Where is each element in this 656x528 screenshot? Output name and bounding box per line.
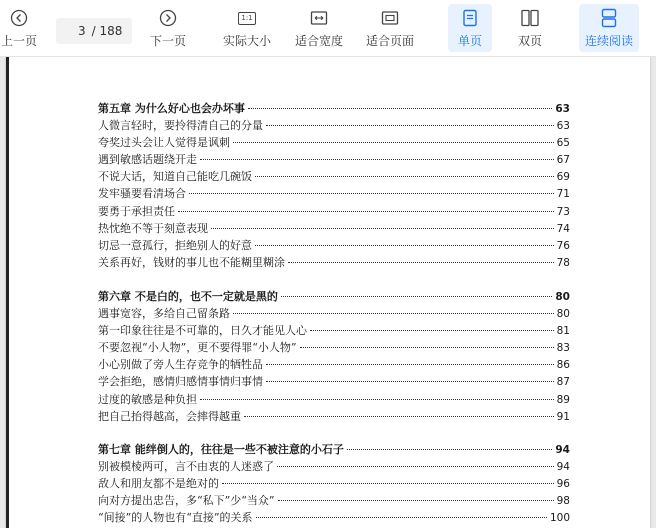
fit-width-button[interactable] — [291, 4, 347, 52]
actual-size-icon — [238, 6, 255, 30]
next-page-label: 下一页 — [149, 34, 186, 48]
prev-page-label: 上一页 — [0, 34, 37, 48]
actual-size-icon-text: 1:1 — [238, 12, 255, 25]
page-indicator — [56, 18, 132, 44]
toolbar — [0, 0, 656, 57]
toc-entry[interactable]: 遇到敏感话题绕开走 67 — [98, 153, 570, 167]
toc-entry[interactable]: 关系再好，钱财的事儿也不能糊里糊涂 78 — [98, 255, 570, 269]
toc-entry[interactable]: 热忱绝不等于刻意表现 74 — [98, 221, 570, 235]
chevron-left-circle-icon — [10, 6, 28, 30]
document-page — [6, 57, 650, 528]
document-viewer[interactable] — [0, 57, 656, 528]
toc-entry[interactable]: 向对方提出忠告，多“私下”少“当众” 98 — [98, 493, 570, 507]
continuous-reading-label: 连续阅读 — [584, 34, 633, 48]
continuous-reading-button[interactable] — [579, 4, 639, 52]
toc-entry[interactable]: 小心别做了旁人生存竞争的牺牲品 86 — [98, 358, 570, 372]
toc-chapter-heading[interactable]: 第五章 为什么好心也会办坏事 63 — [98, 102, 570, 115]
fit-page-button[interactable] — [362, 4, 418, 52]
single-page-label: 单页 — [457, 34, 482, 48]
toc-entry[interactable]: 过度的敏感是种负担 89 — [98, 392, 570, 406]
toc-entry[interactable]: 不要忽视“小人物”，更不要得罪“小人物” 83 — [98, 341, 570, 355]
chapter-gap — [98, 425, 570, 441]
toc-entry[interactable]: 学会拒绝，感情归感情事情归事情 87 — [98, 375, 570, 389]
fit-width-label: 适合宽度 — [294, 34, 343, 48]
page-total: / 188 — [91, 24, 123, 38]
toc-entry[interactable]: 要勇于承担责任 73 — [98, 204, 570, 218]
fit-width-icon — [310, 6, 328, 30]
toc-entry[interactable]: 不说大话，知道自己能吃几碗饭 69 — [98, 170, 570, 184]
fit-page-icon — [381, 6, 399, 30]
toc-chapter-heading[interactable]: 第七章 能绊倒人的，往往是一些不被注意的小石子 94 — [98, 442, 570, 456]
single-page-button[interactable] — [448, 4, 492, 52]
toc-entry[interactable]: 把自己抬得越高，会摔得越重 91 — [98, 409, 570, 423]
chapter-gap — [98, 271, 570, 288]
next-page-button[interactable] — [146, 4, 190, 52]
toc-entry[interactable]: 切忌一意孤行，拒绝别人的好意 76 — [98, 238, 570, 252]
toc-entry[interactable]: 第一印象往往是不可靠的，日久才能见人心 81 — [98, 324, 570, 338]
double-page-label: 双页 — [517, 34, 542, 48]
page-scan-edge — [6, 57, 9, 528]
single-page-icon — [462, 6, 478, 30]
toc-entry[interactable]: 敌人和朋友都不是绝对的 96 — [98, 476, 570, 490]
table-of-contents — [98, 100, 570, 526]
double-page-button[interactable] — [508, 4, 552, 52]
toc-chapter-heading[interactable]: 第六章 不是白的，也不一定就是黑的 80 — [98, 289, 570, 303]
chevron-right-circle-icon — [159, 6, 177, 30]
double-page-icon — [520, 6, 540, 30]
prev-page-button[interactable] — [0, 4, 38, 52]
actual-size-label: 实际大小 — [222, 34, 271, 48]
actual-size-button[interactable] — [219, 4, 275, 52]
toc-entry[interactable]: 人微言轻时，要拎得清自己的分量 63 — [98, 119, 570, 133]
fit-page-label: 适合页面 — [365, 34, 414, 48]
toc-entry[interactable]: 夸奖过头会让人觉得是讽刺 65 — [98, 136, 570, 150]
toc-entry[interactable]: “间接”的人物也有“直接”的关系 100 — [98, 511, 570, 525]
toc-entry[interactable]: 发牢骚要看清场合 71 — [98, 187, 570, 201]
continuous-reading-icon — [601, 6, 617, 30]
toc-entry[interactable]: 别被模棱两可，言不由衷的人迷惑了 94 — [98, 459, 570, 473]
toc-entry[interactable]: 遇事宽容，多给自己留条路 80 — [98, 307, 570, 321]
page-number-input[interactable] — [66, 24, 86, 38]
